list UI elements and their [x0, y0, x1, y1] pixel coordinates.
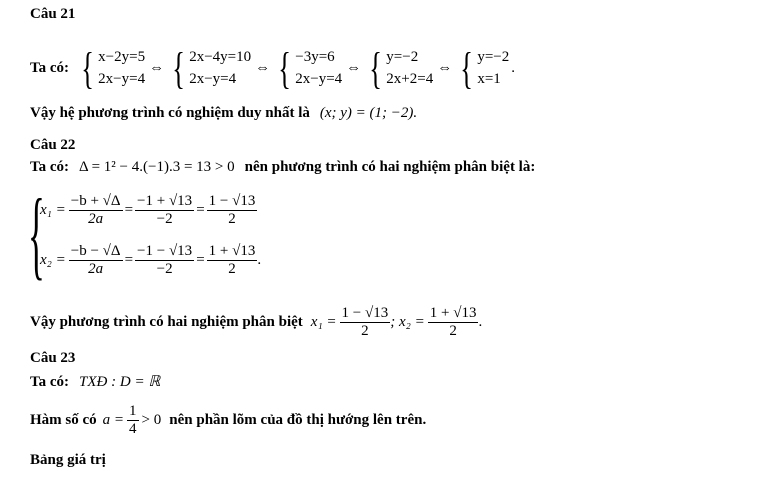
q22-conclusion: Vậy phương trình có hai nghiệm phân biệt x₁ = $\frac{1 - √13}{2}$ ; x₂ = $\frac{1 + √13}{2}$ . — [30, 304, 483, 339]
equiv-symbol: ⇔ — [437, 59, 453, 76]
q23-domain-line: Ta có: TXĐ : D = ℝ — [30, 374, 161, 390]
equiv-symbol: ⇔ — [149, 59, 165, 76]
fraction: $\frac{-1 - √13}{-2}$ — [137, 242, 193, 277]
fraction: $\frac{-b + √\Delta}{2a}$ — [70, 192, 121, 227]
q21-system-2: 2x−4y=10 2x−y=4 — [189, 49, 252, 87]
q22-delta-expr: Δ = 1² − 4.(−1).3 = 13 > 0 — [79, 159, 235, 175]
q21-conclusion: Vậy hệ phương trình có nghiệm duy nhất là (x; y) = (1; −2). — [30, 105, 418, 121]
equiv-symbol: ⇔ — [255, 59, 271, 76]
fraction: $\frac{1 + √13}{2}$ — [208, 242, 256, 277]
q21-system-4: y=−2 2x+2=4 — [386, 49, 434, 87]
left-brace: { — [28, 178, 45, 289]
q23-title: Câu 23 — [30, 350, 76, 366]
fraction: $\frac{-b - √\Delta}{2a}$ — [70, 242, 121, 277]
left-brace: { — [81, 43, 94, 93]
fraction: $\frac{1 + √13}{2}$ — [429, 304, 477, 339]
q21-system-chain: Ta có: { x−2y=5 2x−y=4 ⇔ { 2x−4y=10 2x−y=4 ⇔ { −3y=6 2x−y=4 ⇔ { y=−2 2x+2=4 ⇔ { y=−2 x=1 . — [30, 43, 516, 93]
fraction: $\frac{1}{4}$ — [129, 402, 137, 437]
left-brace: { — [460, 43, 474, 93]
q21-system-5: y=−2 x=1 — [477, 49, 510, 87]
q22-root-x1: x₁ = $\frac{-b + √\Delta}{2a}$ = $\frac{-1 + √13}{-2}$ = $\frac{1 - √13}{2}$ — [40, 192, 256, 227]
q23-concavity-line: Hàm số có a = $\frac{1}{4}$ > 0 nên phần lõm của đồ thị hướng lên trên. — [30, 402, 427, 437]
q21-title: Câu 21 — [30, 6, 76, 22]
q22-root-x2: x₂ = $\frac{-b - √\Delta}{2a}$ = $\frac{-1 - √13}{-2}$ = $\frac{1 + √13}{2}$ . — [40, 242, 262, 277]
fraction: $\frac{1 - √13}{2}$ — [341, 304, 389, 339]
q23-value-table-label: Bảng giá trị — [30, 452, 106, 468]
equiv-symbol: ⇔ — [346, 59, 362, 76]
left-brace: { — [172, 43, 185, 93]
q22-title: Câu 22 — [30, 137, 76, 153]
fraction: $\frac{1 - √13}{2}$ — [208, 192, 256, 227]
q22-delta-line: Ta có: Δ = 1² − 4.(−1).3 = 13 > 0 nên phương trình có hai nghiệm phân biệt là: — [30, 159, 536, 175]
q21-intro: Ta có: — [30, 59, 70, 76]
left-brace: { — [278, 43, 292, 93]
q21-system-1: x−2y=5 2x−y=4 — [98, 49, 146, 87]
left-brace: { — [369, 43, 383, 93]
q21-solution: (x; y) = (1; −2). — [319, 105, 418, 121]
fraction: $\frac{-1 + √13}{-2}$ — [137, 192, 193, 227]
q21-system-3: −3y=6 2x−y=4 — [295, 49, 343, 87]
